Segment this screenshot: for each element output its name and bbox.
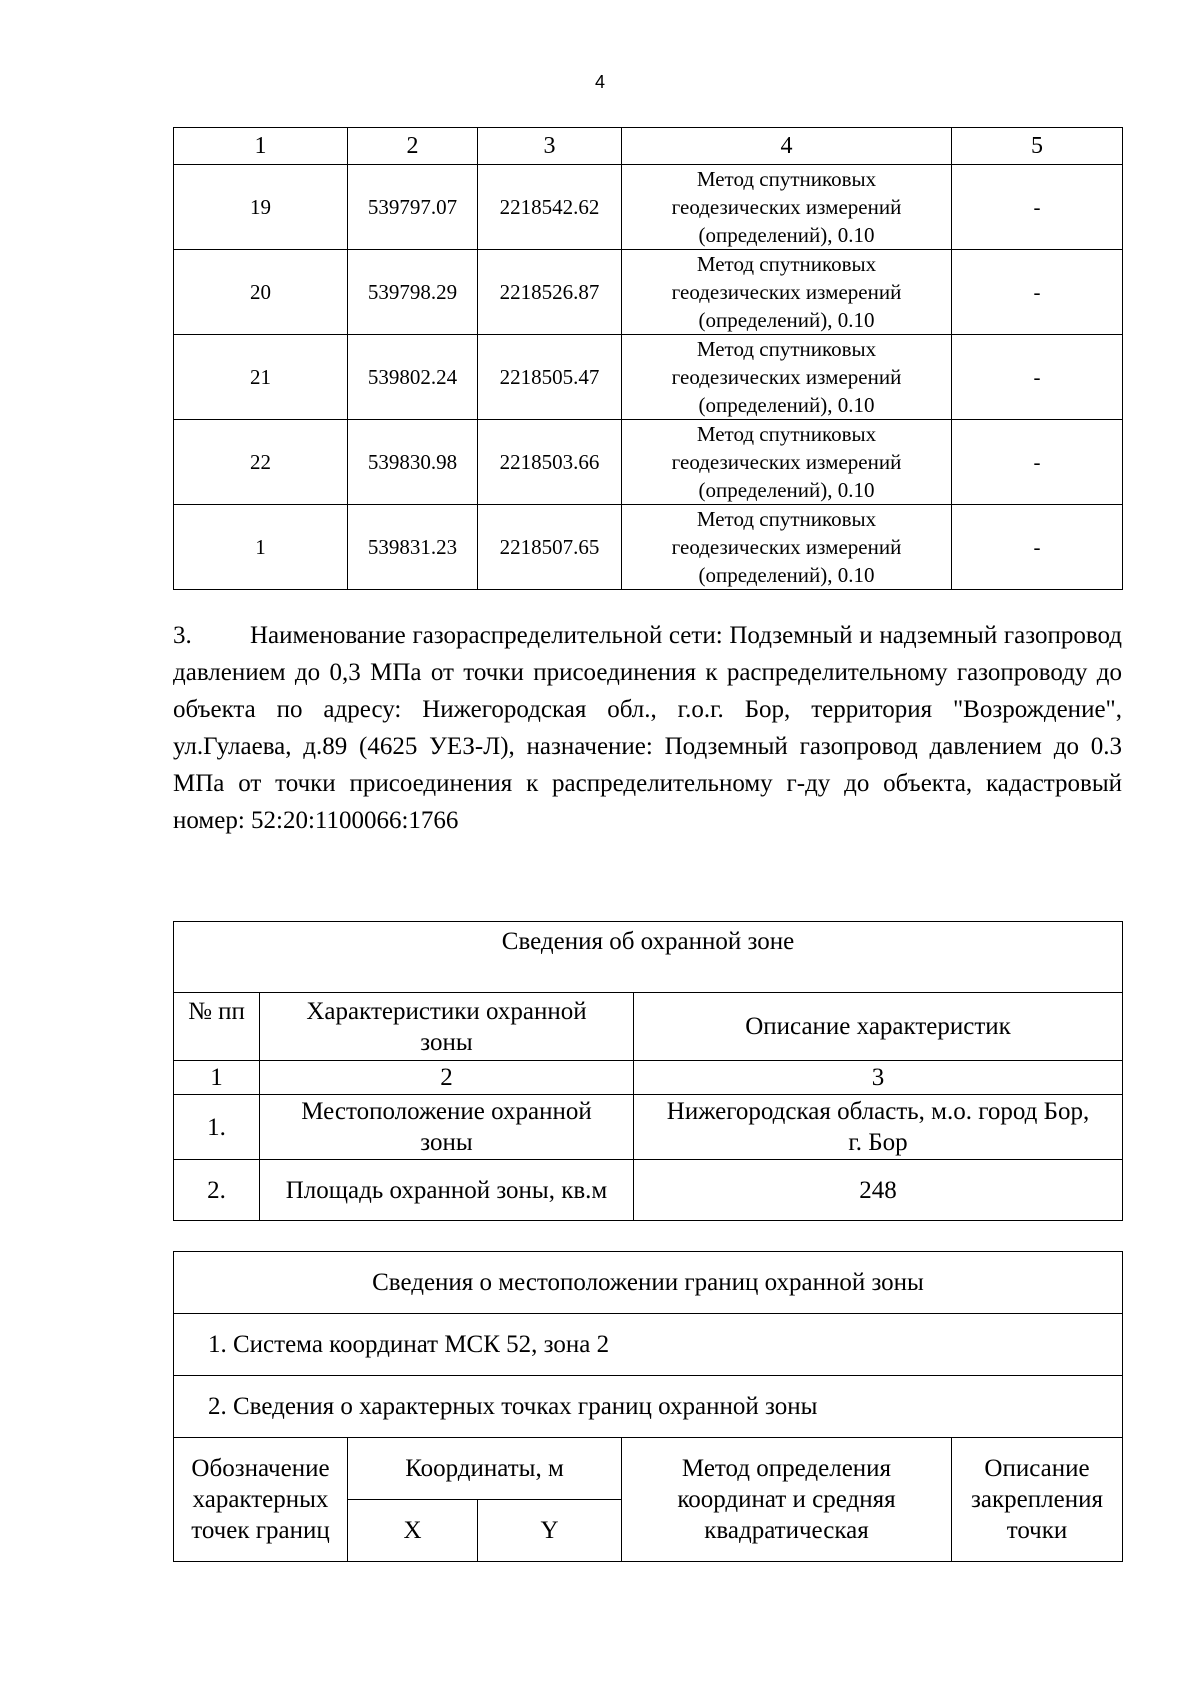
table-row xyxy=(174,420,1123,505)
table-header-row xyxy=(174,128,1123,165)
table-index-row xyxy=(174,1061,1123,1095)
table-row xyxy=(174,505,1123,590)
bounds-table-title: Сведения о местоположении границ охранной зоны xyxy=(174,1252,1123,1314)
row-number: 2. xyxy=(174,1160,260,1221)
table-row xyxy=(174,1095,1123,1160)
row-number: 1. xyxy=(174,1095,260,1160)
y-cell: 2218526.87 xyxy=(478,250,622,335)
desc-cell: - xyxy=(952,250,1123,335)
row-description: 248 xyxy=(634,1160,1123,1221)
row-characteristic: Площадь охранной зоны, кв.м xyxy=(260,1160,634,1221)
desc-cell: - xyxy=(952,335,1123,420)
desc-cell: - xyxy=(952,420,1123,505)
col-desc-header: Описание характеристик xyxy=(634,993,1123,1061)
x-cell: 539831.23 xyxy=(348,505,478,590)
y-cell: 2218505.47 xyxy=(478,335,622,420)
header-cell: 3 xyxy=(478,128,622,165)
point-cell: 21 xyxy=(174,335,348,420)
point-cell: 20 xyxy=(174,250,348,335)
section-number: 3. xyxy=(173,622,192,649)
points-heading: 2. Сведения о характерных точках границ охранной зоны xyxy=(174,1376,1123,1438)
col-num-header: № пп xyxy=(174,993,260,1061)
col-coordinates-header: Координаты, м xyxy=(348,1438,622,1500)
header-cell: 2 xyxy=(348,128,478,165)
y-cell: 2218507.65 xyxy=(478,505,622,590)
point-cell: 22 xyxy=(174,420,348,505)
section-3-paragraph xyxy=(173,617,1122,839)
method-cell: Метод спутниковых геодезических измерений (определений), 0.10 xyxy=(622,250,952,335)
table-header-row xyxy=(174,1438,1123,1500)
index-cell: 3 xyxy=(634,1061,1123,1095)
header-cell: 1 xyxy=(174,128,348,165)
protection-zone-table xyxy=(173,921,1123,1221)
row-description: Нижегородская область, м.о. город Бор, г. Бор xyxy=(634,1095,1123,1160)
x-cell: 539802.24 xyxy=(348,335,478,420)
desc-cell: - xyxy=(952,505,1123,590)
coordinate-system: 1. Система координат МСК 52, зона 2 xyxy=(174,1314,1123,1376)
header-cell: 5 xyxy=(952,128,1123,165)
y-cell: 2218542.62 xyxy=(478,165,622,250)
col-method-header: Метод определения координат и средняя квадратическая xyxy=(622,1438,952,1562)
index-cell: 2 xyxy=(260,1061,634,1095)
method-cell: Метод спутниковых геодезических измерений (определений), 0.10 xyxy=(622,505,952,590)
point-cell: 1 xyxy=(174,505,348,590)
col-fixation-header: Описание закрепления точки xyxy=(952,1438,1123,1562)
table-header-row xyxy=(174,993,1123,1061)
row-characteristic: Местоположение охранной зоны xyxy=(260,1095,634,1160)
method-cell: Метод спутниковых геодезических измерений (определений), 0.10 xyxy=(622,335,952,420)
table-row xyxy=(174,250,1123,335)
table-row xyxy=(174,165,1123,250)
col-char-header: Характеристики охранной зоны xyxy=(260,993,634,1061)
table-row xyxy=(174,335,1123,420)
y-cell: 2218503.66 xyxy=(478,420,622,505)
col-designation-header: Обозначение характерных точек границ xyxy=(174,1438,348,1562)
page-number: 4 xyxy=(594,72,605,92)
method-cell: Метод спутниковых геодезических измерений (определений), 0.10 xyxy=(622,420,952,505)
x-cell: 539797.07 xyxy=(348,165,478,250)
method-cell: Метод спутниковых геодезических измерений (определений), 0.10 xyxy=(622,165,952,250)
section-text: Наименование газораспределительной сети: Подземный и надземный газопровод давлением до 0,3 МПа от точки присоединения к распределительному газопроводу до объекта по адресу: Нижегородская обл., г.о.г. Бор, территория "Возрождение", ул.Гулаева, д.89 (4625 УЕЗ-Л), назначение: Подземный газопровод давлением до 0.3 МПа от точки присоединения к распределительному г-ду до объекта, кадастровый номер: 52:20:1100066:1766 xyxy=(173,622,1122,834)
index-cell: 1 xyxy=(174,1061,260,1095)
boundaries-table xyxy=(173,1251,1123,1562)
x-cell: 539798.29 xyxy=(348,250,478,335)
header-cell: 4 xyxy=(622,128,952,165)
table-row xyxy=(174,1160,1123,1221)
zone-table-title: Сведения об охранной зоне xyxy=(174,922,1123,993)
col-x-header: X xyxy=(348,1500,478,1562)
point-cell: 19 xyxy=(174,165,348,250)
coordinates-table xyxy=(173,127,1123,590)
desc-cell: - xyxy=(952,165,1123,250)
col-y-header: Y xyxy=(478,1500,622,1562)
x-cell: 539830.98 xyxy=(348,420,478,505)
